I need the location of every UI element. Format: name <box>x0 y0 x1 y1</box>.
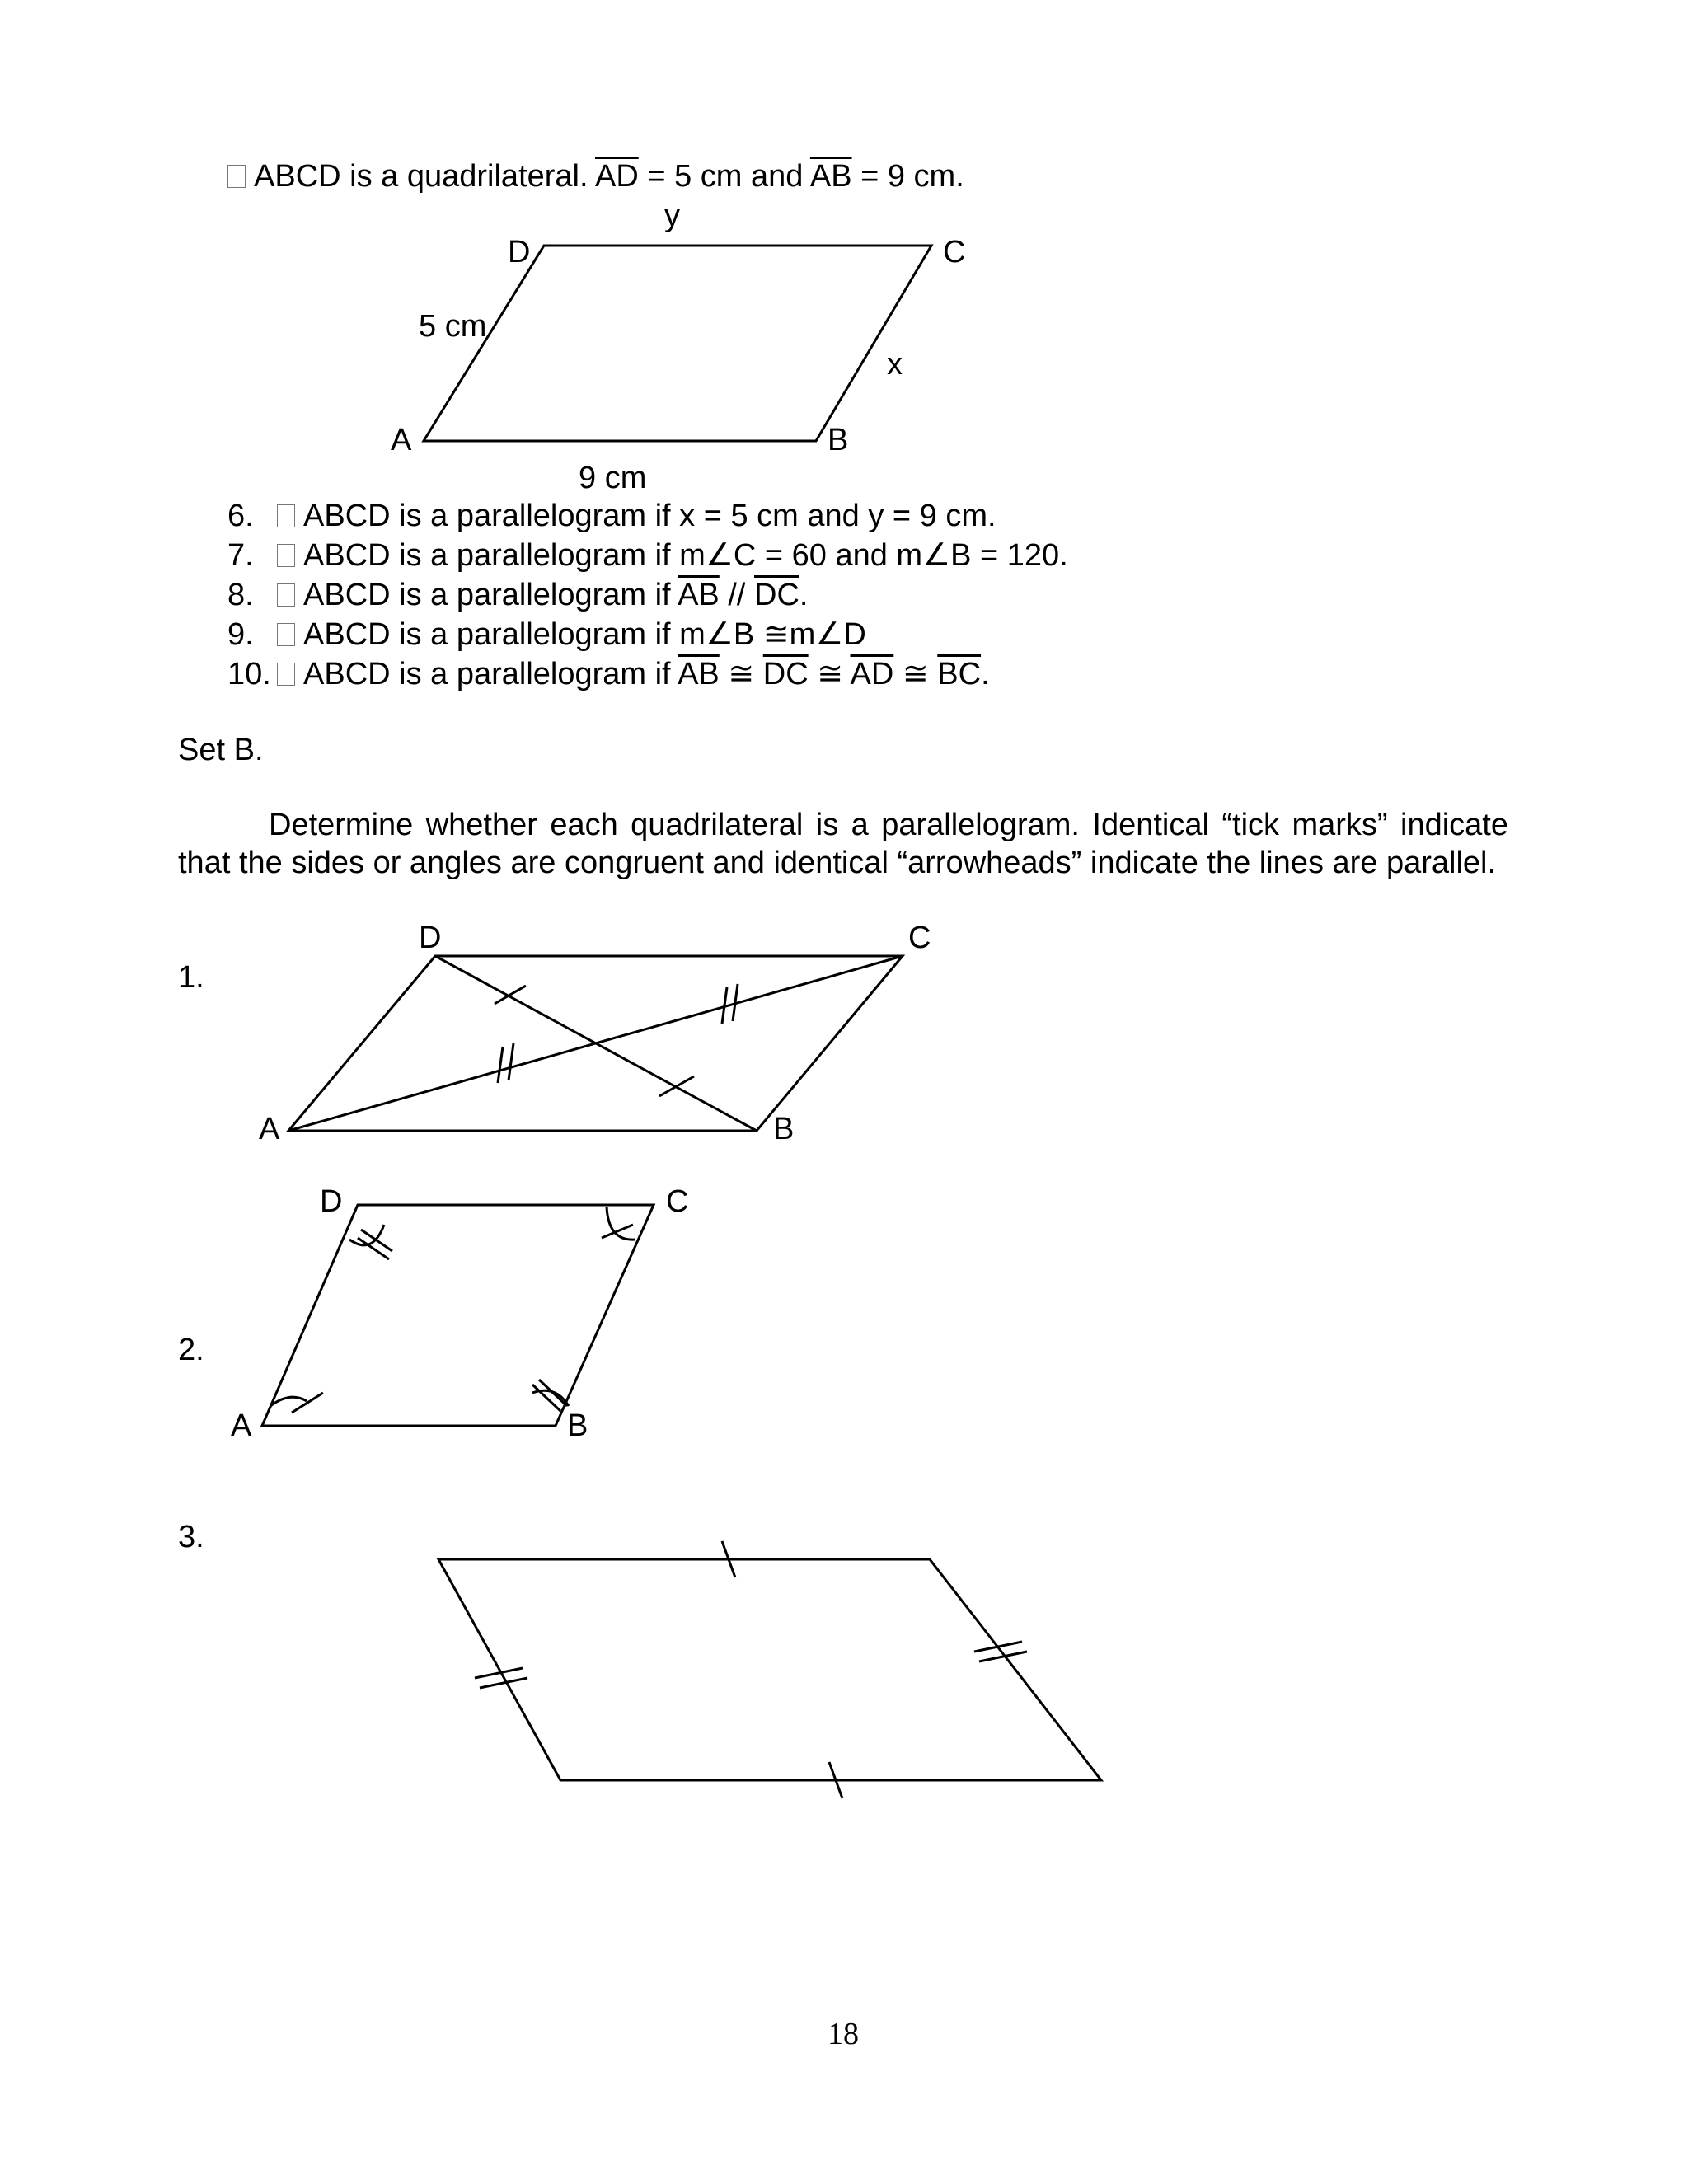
figure-quadrilateral-labels <box>391 199 965 495</box>
item-text-pre: ABCD is a parallelogram if <box>303 657 678 691</box>
congruent-symbol: ≅ <box>719 657 763 691</box>
label-d: D <box>320 1184 343 1219</box>
congruent-symbol: ≅ <box>808 657 851 691</box>
item-number: 7. <box>227 538 254 573</box>
item-text-pre: ABCD is a parallelogram if <box>303 578 678 612</box>
segment-dc: $\overline{DC}$ <box>762 657 809 691</box>
angle-tick <box>292 1393 323 1413</box>
label-a: A <box>259 1112 280 1146</box>
tick-mark <box>498 1047 503 1083</box>
intro-prefix: ABCD is a quadrilateral. <box>254 159 595 194</box>
instructions-text: Determine whether each quadrilateral is a parallelogram. Identical “tick marks” indicate that the sides or angles are congruent and identical “arrowheads” indicate the lines are parallel. <box>178 808 1508 880</box>
label-side-ab: 9 cm <box>579 461 647 495</box>
label-d: D <box>419 921 442 955</box>
item-text-post: . <box>981 657 990 691</box>
problem-number-1: 1. <box>178 960 204 995</box>
item-text: ABCD is a parallelogram if x = 5 cm and y = 9 cm. <box>303 499 996 533</box>
label-c: C <box>943 235 966 269</box>
label-b: B <box>828 423 849 457</box>
item-number: 10. <box>227 657 271 691</box>
item-text: ABCD is a parallelogram if m∠C = 60 and m∠B = 120. <box>303 538 1068 573</box>
label-c: C <box>908 921 931 955</box>
label-x: x <box>887 347 903 382</box>
problem-number-3: 3. <box>178 1520 204 1554</box>
segment-dc: $\overline{DC}$ <box>754 578 799 612</box>
label-c: C <box>666 1184 689 1219</box>
label-b: B <box>567 1408 588 1443</box>
label-d: D <box>508 235 531 269</box>
segment-ab: $\overline{AB}$ <box>678 578 720 612</box>
segment-ad: $\overline{AD}$ <box>594 159 639 194</box>
segment-ab: $\overline{AB}$ <box>809 159 852 194</box>
figure-quadrilateral <box>424 246 931 441</box>
angle-tick <box>532 1385 560 1411</box>
segment-ad: $\overline{AD}$ <box>850 657 894 691</box>
problem-2-quadrilateral <box>262 1205 654 1426</box>
tick-mark <box>974 1642 1022 1652</box>
item-number: 8. <box>227 578 254 612</box>
quadrilateral-abcd <box>424 246 931 441</box>
problem-1-labels <box>259 921 931 1146</box>
tick-mark <box>509 1043 513 1080</box>
problem-2-figure <box>262 1205 654 1426</box>
label-a: A <box>231 1408 252 1443</box>
item-text-post: . <box>799 578 809 612</box>
problem-number-2: 2. <box>178 1333 204 1367</box>
problem-3-quadrilateral <box>438 1559 1101 1780</box>
label-a: A <box>391 423 412 457</box>
item-number: 6. <box>227 499 254 533</box>
label-b: B <box>773 1112 795 1146</box>
tick-mark <box>495 986 526 1004</box>
congruent-symbol: ≅ <box>893 657 938 691</box>
problem-3-figure <box>438 1541 1101 1798</box>
label-y: y <box>664 199 680 233</box>
angle-tick <box>539 1380 567 1406</box>
segment-bc: $\overline{BC}$ <box>937 657 982 691</box>
problem-1-figure <box>288 956 903 1131</box>
item-text: ABCD is a parallelogram if m∠B ≅m∠D <box>303 617 866 652</box>
page-number: 18 <box>828 2017 859 2051</box>
segment-ab: $\overline{AB}$ <box>678 657 720 691</box>
label-side-ad: 5 cm <box>419 309 487 344</box>
intro-mid: = 5 cm and <box>638 159 810 194</box>
angle-tick <box>361 1230 392 1251</box>
parallel-symbol: // <box>719 578 755 612</box>
item-number: 9. <box>227 617 254 652</box>
set-b-heading: Set B. <box>178 733 264 767</box>
problem-2-labels <box>231 1184 688 1443</box>
angle-arc-a <box>270 1397 307 1406</box>
diagonal-db <box>435 956 757 1131</box>
intro-suffix: = 9 cm. <box>851 159 964 194</box>
